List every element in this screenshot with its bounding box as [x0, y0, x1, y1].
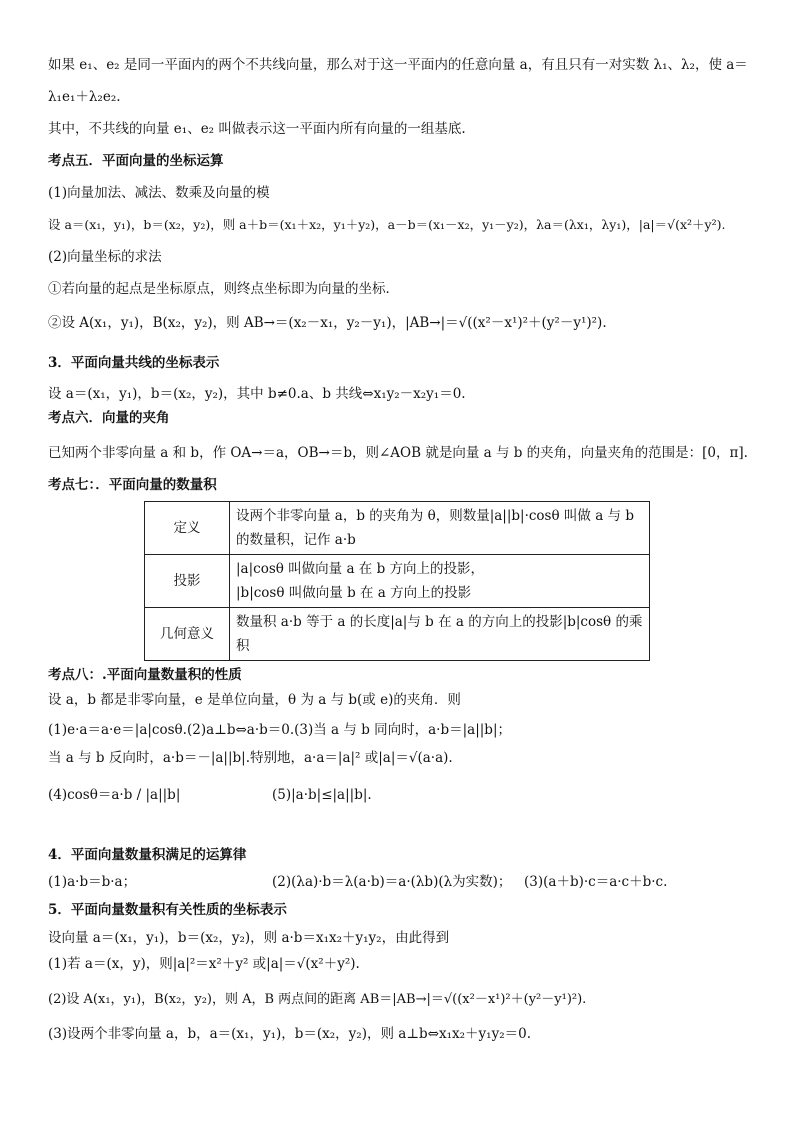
table-row: [145, 555, 650, 608]
table-row: [145, 608, 650, 661]
subsection-2-heading: (2)向量坐标的求法: [48, 249, 162, 265]
property-4-cos: (4)cosθ＝a·b / |a||b|: [48, 787, 181, 803]
table-row: [145, 502, 650, 555]
law-distributive: (3)(a＋b)·c＝a·c＋b·c.: [524, 874, 668, 890]
coordinate-ops-formula: 设 a＝(x₁，y₁)，b＝(x₂，y₂)，则 a＋b＝(x₁＋x₂，y₁＋y₂)，a－b＝(x₁－x₂，y₁－y₂)，λa＝(λx₁，λy₁)，|a|＝√(x²＋y²).: [48, 217, 726, 232]
coordinate-dot-product: 设向量 a＝(x₁，y₁)，b＝(x₂，y₂)，则 a·b＝x₁x₂＋y₁y₂，由此得到: [48, 930, 450, 946]
origin-rule: ①若向量的起点是坐标原点，则终点坐标即为向量的坐标．: [48, 281, 399, 297]
section-8-heading: 考点八：.平面向量数量积的性质: [48, 667, 242, 683]
collinear-condition: 设 a＝(x₁，y₁)，b＝(x₂，y₂)，其中 b≠0.a、b 共线⇔x₁y₂－x₂y₁＝0.: [48, 386, 466, 402]
basis-theorem-line-2: λ₁e₁＋λ₂e₂.: [48, 89, 121, 105]
vector-ab-formula: ②设 A(x₁，y₁)，B(x₂，y₂)，则 AB→＝(x₂－x₁，y₂－y₁)，|AB→|＝√((x²－x¹)²＋(y²－y¹)²).: [48, 315, 607, 331]
table-value: |a|cosθ 叫做向量 a 在 b 方向上的投影， |b|cosθ 叫做向量 b 在 a 方向上的投影: [230, 555, 650, 608]
dot-product-table: [144, 501, 650, 661]
section-5b-heading: 5．平面向量数量积有关性质的坐标表示: [48, 902, 287, 918]
table-key: 几何意义: [145, 608, 230, 661]
property-5-inequality: (5)|a·b|≤|a||b|.: [272, 787, 372, 803]
basis-theorem-line-1: 如果 e₁、e₂ 是同一平面内的两个不共线向量，那么对于这一平面内的任意向量 a，有且只有一对实数 λ₁、λ₂，使 a＝: [48, 57, 748, 73]
distance-formula: (2)设 A(x₁，y₁)，B(x₂，y₂)，则 A，B 两点间的距离 AB＝|AB→|＝√((x²－x¹)²＋(y²－y¹)²).: [48, 992, 587, 1007]
table-key: 投影: [145, 555, 230, 608]
table-key: 定义: [145, 502, 230, 555]
section-6-heading: 考点六．向量的夹角: [48, 410, 170, 426]
section-4-heading: 4．平面向量数量积满足的运算律: [48, 847, 247, 863]
magnitude-formula: (1)若 a＝(x，y)，则|a|²＝x²＋y² 或|a|＝√(x²＋y²).: [48, 956, 360, 972]
properties-1-3: (1)e·a＝a·e＝|a|cosθ.(2)a⊥b⇔a·b＝0.(3)当 a 与 b 同向时，a·b＝|a||b|；: [48, 722, 511, 738]
section-3-heading: 3．平面向量共线的坐标表示: [48, 355, 220, 371]
table-value: 数量积 a·b 等于 a 的长度|a|与 b 在 a 的方向上的投影|b|cosθ 的乘积: [230, 608, 650, 661]
law-scalar: (2)(λa)·b＝λ(a·b)＝a·(λb)(λ为实数)；: [272, 874, 512, 890]
perpendicular-condition: (3)设两个非零向量 a，b，a＝(x₁，y₁)，b＝(x₂，y₂)，则 a⊥b⇔x₁x₂＋y₁y₂＝0.: [48, 1026, 531, 1042]
angle-definition: 已知两个非零向量 a 和 b，作 OA→＝a，OB→＝b，则∠AOB 就是向量 a 与 b 的夹角，向量夹角的范围是：[0，π].: [48, 445, 748, 461]
basis-definition: 其中，不共线的向量 e₁、e₂ 叫做表示这一平面内所有向量的一组基底.: [48, 121, 466, 137]
subsection-1-heading: (1)向量加法、减法、数乘及向量的模: [48, 185, 270, 201]
law-commutative: (1)a·b＝b·a；: [48, 874, 137, 890]
section-7-heading: 考点七：．平面向量的数量积: [48, 477, 217, 493]
properties-intro: 设 a，b 都是非零向量，e 是单位向量，θ 为 a 与 b(或 e)的夹角．则: [48, 692, 461, 708]
section-5-heading: 考点五．平面向量的坐标运算: [48, 153, 224, 169]
table-value: 设两个非零向量 a，b 的夹角为 θ，则数量|a||b|·cosθ 叫做 a 与 b 的数量积，记作 a·b: [230, 502, 650, 555]
property-opposite: 当 a 与 b 反向时，a·b＝－|a||b|.特别地，a·a＝|a|² 或|a|＝√(a·a).: [48, 750, 453, 766]
